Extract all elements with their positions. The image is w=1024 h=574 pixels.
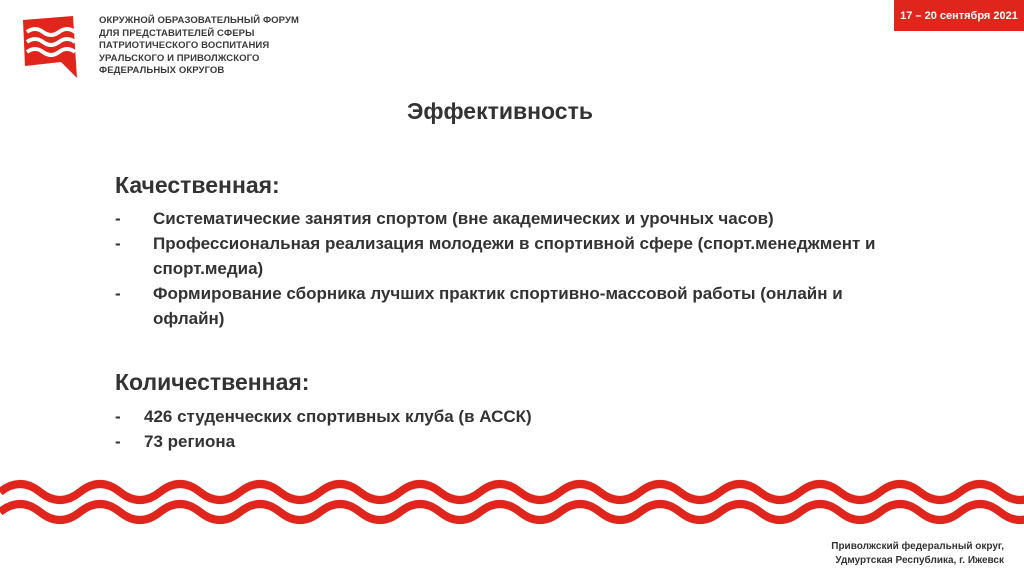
org-line: ПАТРИОТИЧЕСКОГО ВОСПИТАНИЯ xyxy=(99,40,270,51)
org-line: УРАЛЬСКОГО И ПРИВОЛЖСКОГО xyxy=(99,52,260,64)
list-item xyxy=(115,231,915,281)
date-badge: 17 – 20 сентября 2021 xyxy=(894,0,1024,31)
list-item xyxy=(115,429,915,454)
list-marker: - xyxy=(115,284,121,303)
list-item-text: Формирование сборника лучших практик спортивно-массовой работы (онлайн и офлайн) xyxy=(153,284,843,328)
list-item-text: Систематические занятия спортом (вне академических и урочных часов) xyxy=(153,209,774,228)
list-item-text: 426 студенческих спортивных клуба (в АССК) xyxy=(144,407,532,426)
red-waves-flag-logo-icon xyxy=(21,12,83,78)
list-marker: - xyxy=(115,234,121,253)
org-line: ДЛЯ ПРЕДСТАВИТЕЛЕЙ СФЕРЫ xyxy=(99,27,255,39)
decorative-wave-band xyxy=(0,470,1024,530)
quantitative-heading: Количественная: xyxy=(115,369,310,395)
list-item xyxy=(115,404,915,429)
list-marker: - xyxy=(115,407,121,426)
quantitative-list xyxy=(115,404,915,454)
footer-line: Приволжский федеральный округ, xyxy=(831,541,1004,552)
org-line: ФЕДЕРАЛЬНЫХ ОКРУГОВ xyxy=(99,65,225,76)
list-marker: - xyxy=(115,209,121,228)
org-line: ОКРУЖНОЙ ОБРАЗОВАТЕЛЬНЫЙ ФОРУМ xyxy=(99,15,299,26)
qualitative-heading: Качественная: xyxy=(115,172,280,198)
list-item xyxy=(115,206,915,231)
list-item xyxy=(115,281,915,331)
list-marker: - xyxy=(115,432,121,451)
organization-name xyxy=(99,15,299,78)
list-item-text: Профессиональная реализация молодежи в спортивной сфере (спорт.менеджмент и спорт.медиа) xyxy=(153,234,876,278)
qualitative-list xyxy=(115,206,915,331)
footer-line: Удмуртская Республика, г. Ижевск xyxy=(835,555,1004,566)
page-title: Эффективность xyxy=(407,98,593,124)
list-item-text: 73 региона xyxy=(144,432,236,451)
footer-location xyxy=(831,540,1004,568)
